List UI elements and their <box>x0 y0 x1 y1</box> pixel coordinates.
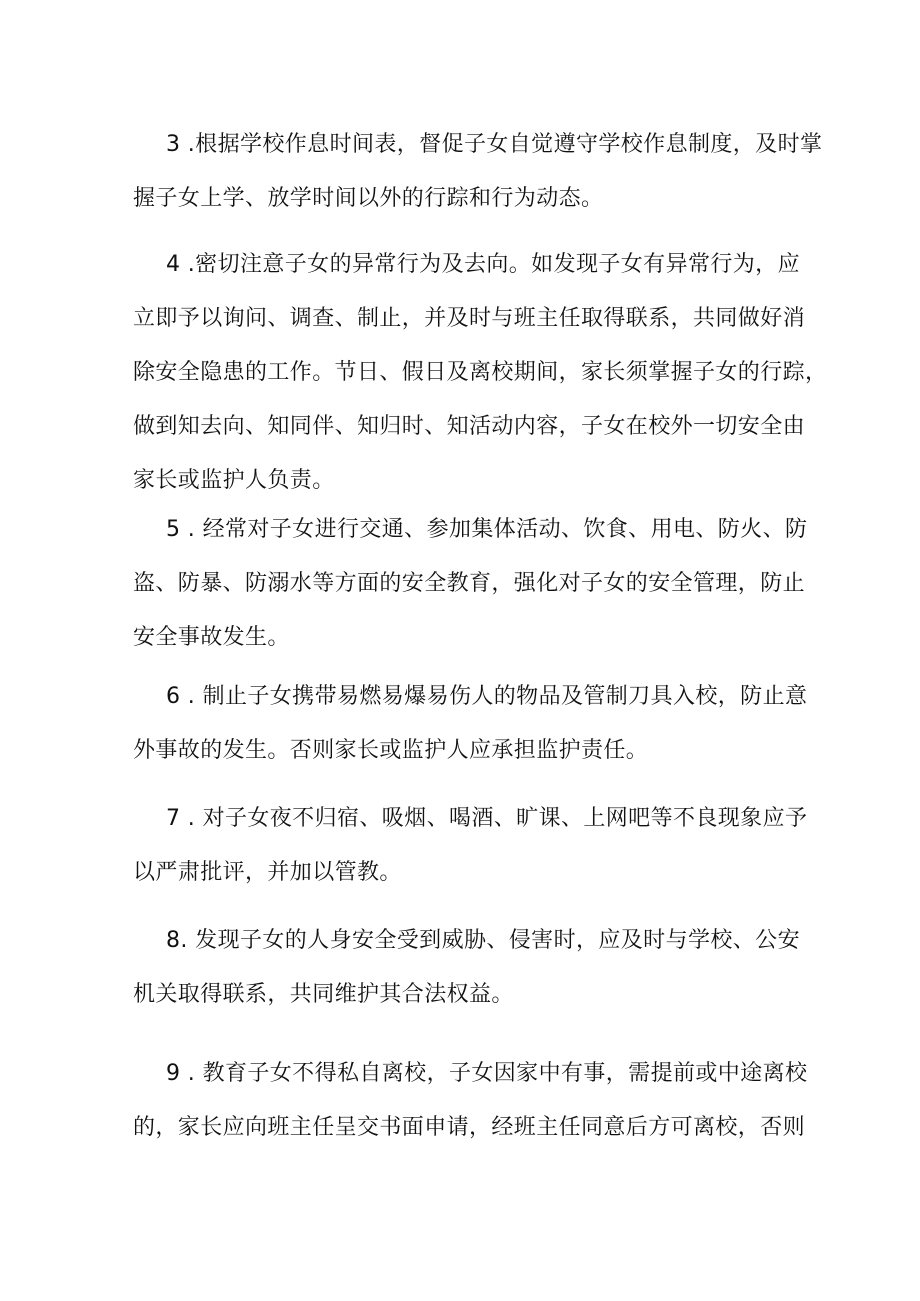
item-5-line-1: 5 . 经常对子女进行交通、参加集体活动、饮食、用电、防火、防 <box>166 517 808 542</box>
item-7-line-1: 7 . 对子女夜不归宿、吸烟、喝酒、旷课、上网吧等不良现象应予 <box>166 806 808 831</box>
item-4 <box>133 238 828 508</box>
item-8-line-2: 机关取得联系，共同维护其合法权益。 <box>133 982 514 1007</box>
item-3 <box>133 118 823 226</box>
item-5 <box>133 503 808 665</box>
item-6 <box>133 670 808 778</box>
item-7-line-2: 以严肃批评，并加以管教。 <box>133 860 402 885</box>
item-6-line-1: 6 . 制止子女携带易燃易爆易伤人的物品及管制刀具入校，防止意 <box>166 684 808 709</box>
item-5-line-2: 盗、防暴、防溺水等方面的安全教育，强化对子女的安全管理，防止 <box>133 571 806 596</box>
item-9-line-1: 9 . 教育子女不得私自离校，子女因家中有事，需提前或中途离校 <box>166 1061 808 1086</box>
item-7 <box>133 792 808 900</box>
item-3-line-2: 握子女上学、放学时间以外的行踪和行为动态。 <box>133 186 604 211</box>
item-4-line-2: 立即予以询问、调查、制止，并及时与班主任取得联系，共同做好消 <box>133 306 806 331</box>
item-4-line-4: 做到知去向、知同伴、知归时、知活动内容，子女在校外一切安全由 <box>133 414 806 439</box>
item-9-line-2: 的，家长应向班主任呈交书面申请，经班主任同意后方可离校，否则 <box>133 1115 806 1140</box>
item-4-line-5: 家长或监护人负责。 <box>133 468 335 493</box>
item-9 <box>133 1047 808 1155</box>
item-6-line-2: 外事故的发生。否则家长或监护人应承担监护责任。 <box>133 738 649 763</box>
item-4-line-3: 除安全隐患的工作。节日、假日及离校期间，家长须掌握子女的行踪， <box>133 360 828 385</box>
item-5-line-3: 安全事故发生。 <box>133 625 290 650</box>
item-8 <box>133 914 805 1022</box>
item-3-line-1: 3 .根据学校作息时间表，督促子女自觉遵守学校作息制度，及时掌 <box>166 132 823 157</box>
item-8-line-1: 8. 发现子女的人身安全受到威胁、侵害时，应及时与学校、公安 <box>166 928 800 953</box>
item-4-line-1: 4 .密切注意子女的异常行为及去向。如发现子女有异常行为，应 <box>166 252 800 277</box>
